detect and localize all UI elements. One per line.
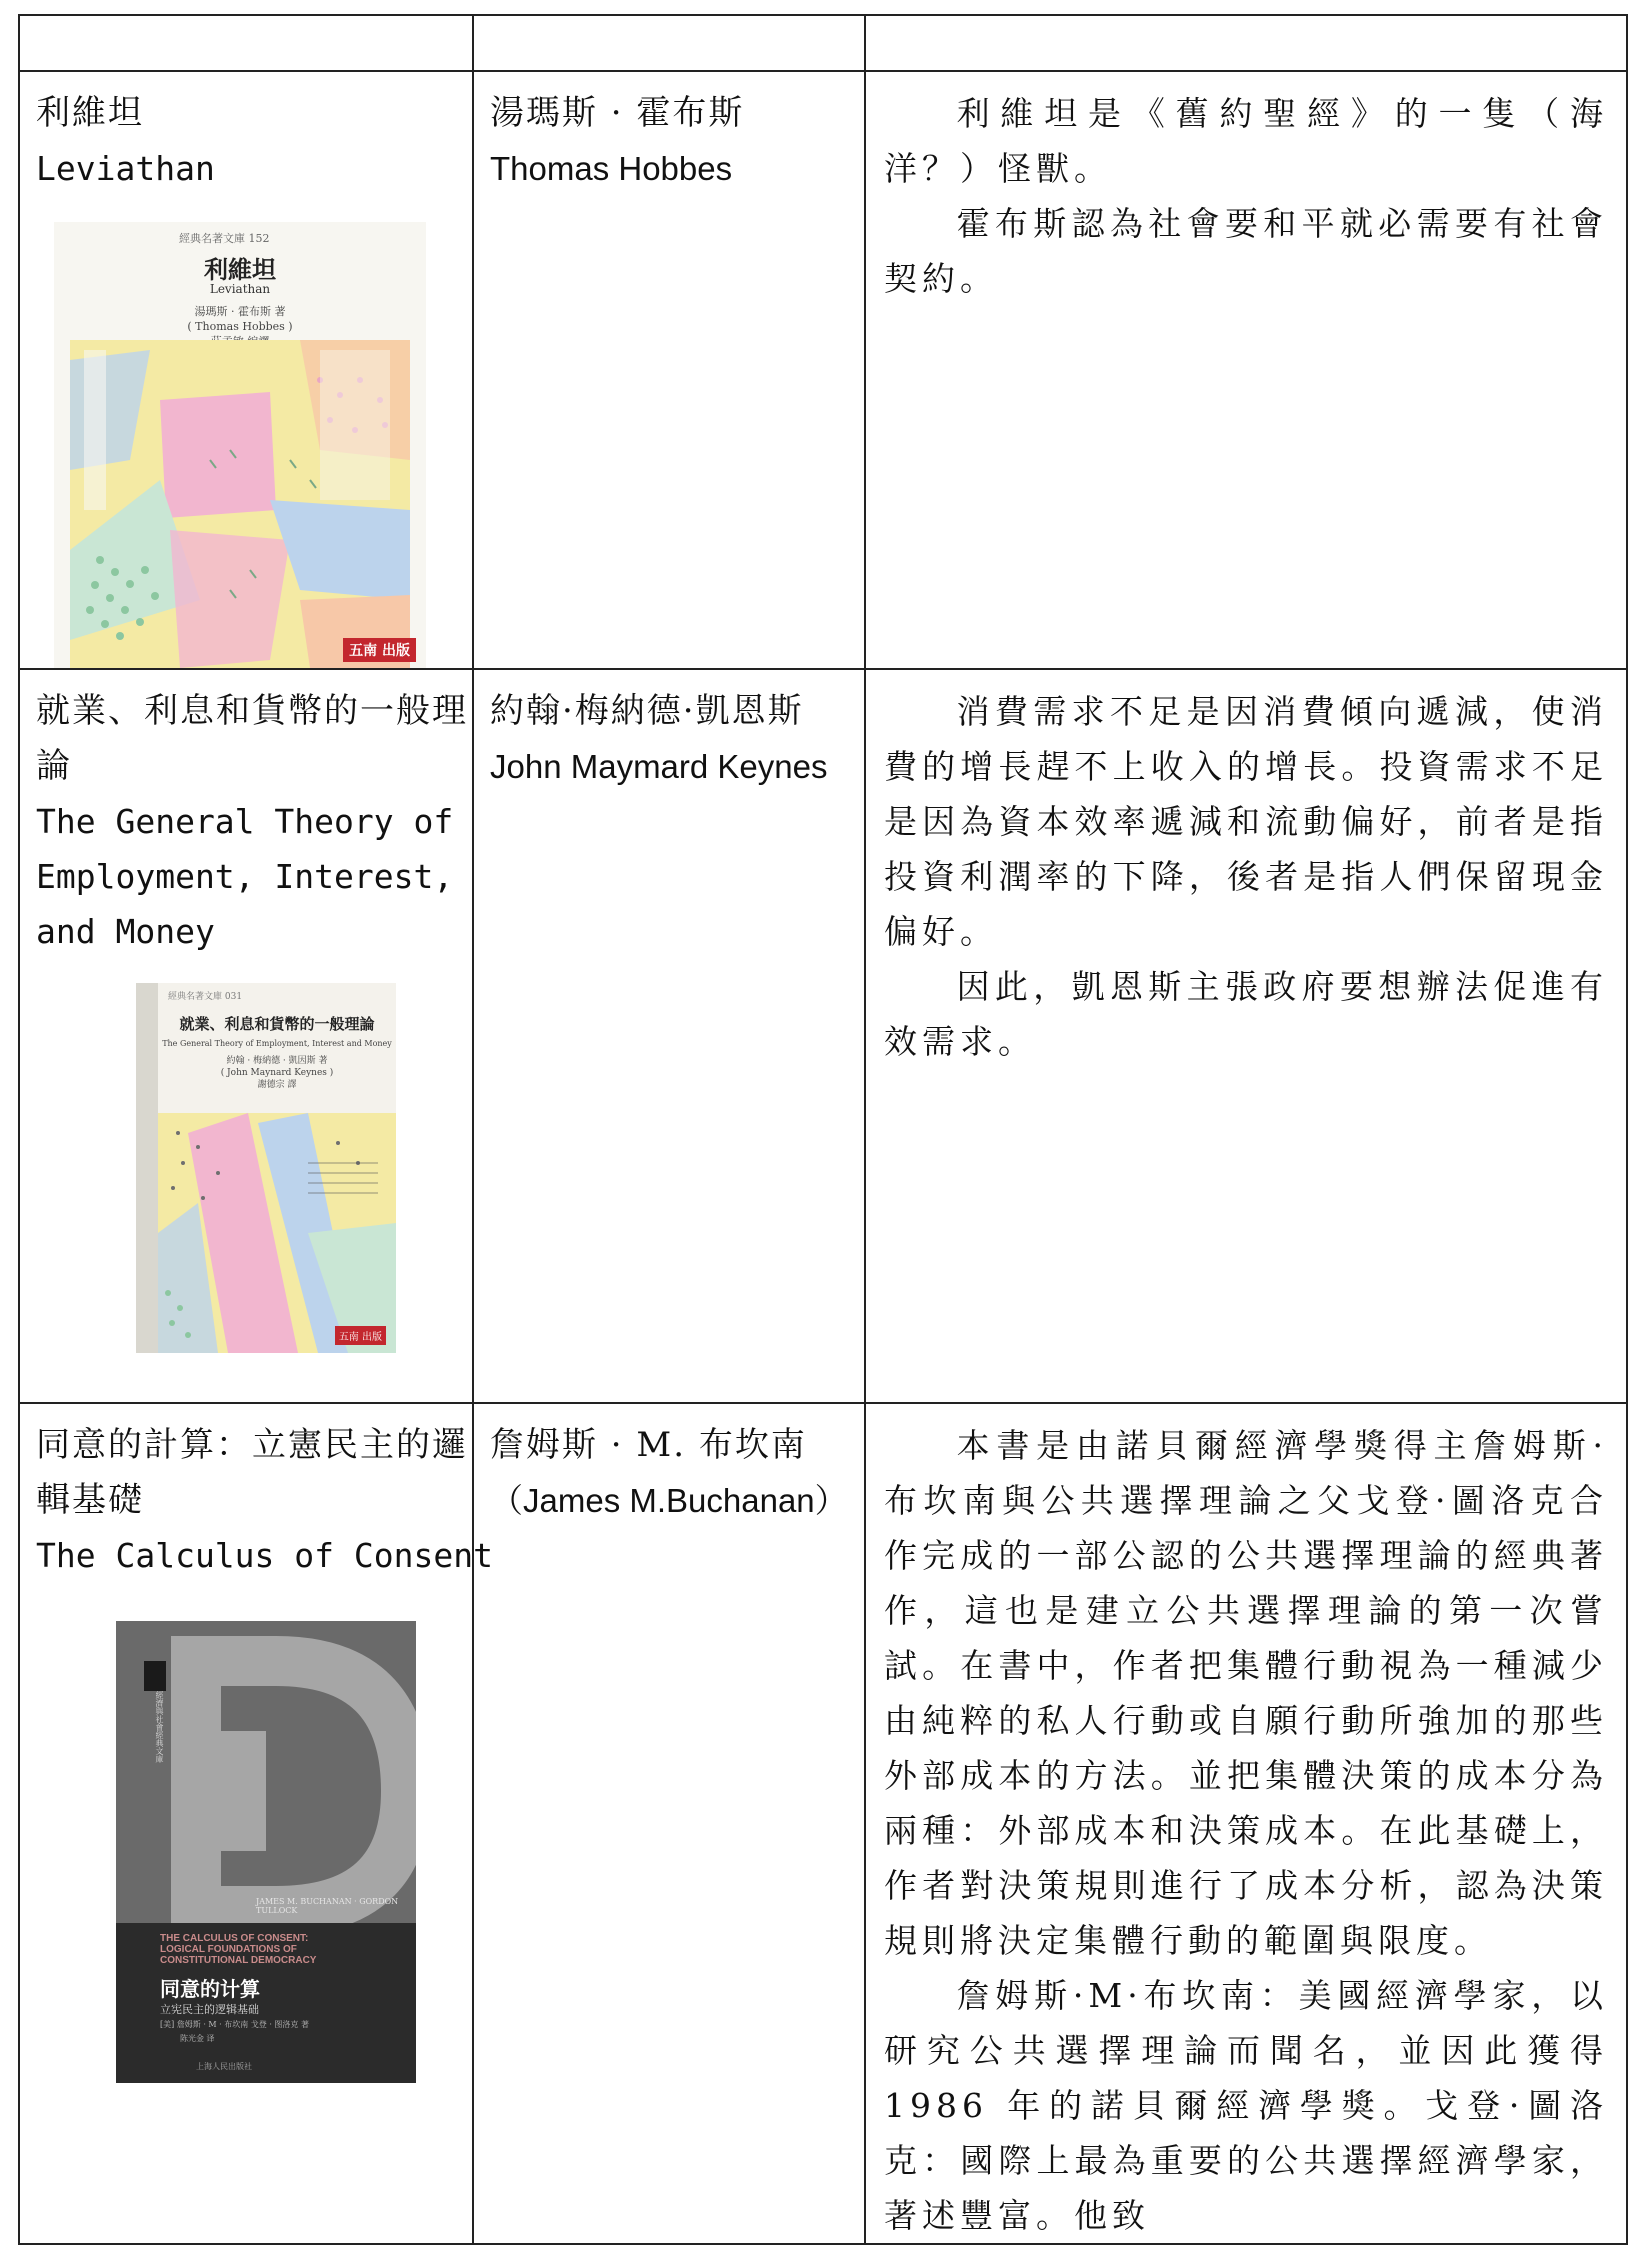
cover-artwork (158, 1113, 396, 1353)
cover-artwork (116, 1621, 416, 1923)
author-name-zh: 詹姆斯 · M. 布坎南 (490, 1425, 807, 1465)
cover-author-line: ( Thomas Hobbes ) (187, 320, 293, 333)
cover-title-zh: 同意的计算 (160, 1977, 260, 2001)
description-paragraph: 消費需求不足是因消費傾向遞減，使消費的增長趕不上收入的增長。投資需求不足是因為資本效率遞減和流動偏好，前者是指投資利潤率的下降，後者是指人們保留現金偏好。 (884, 692, 1608, 951)
book-cover-general-theory (136, 983, 396, 1353)
description-paragraph: 霍布斯認為社會要和平就必需要有社會契約。 (884, 204, 1608, 298)
book-title-en: and Money (36, 912, 215, 951)
cover-authors-zh: [美] 詹姆斯 · M · 布坎南 戈登 · 图洛克 著 (160, 2020, 309, 2029)
book-title-cell (19, 1403, 493, 2244)
book-title-en: The General Theory of (36, 802, 454, 841)
header-cell-3 (865, 15, 1627, 71)
description-paragraph: 詹姆斯·M·布坎南：美國經濟學家，以研究公共選擇理論而聞名，並因此獲得 1986 年的諾貝爾經濟學獎。戈登·圖洛克：國際上最為重要的公共選擇經濟學家，著述豐富。他致 (884, 1976, 1608, 2235)
description-paragraph: 本書是由諾貝爾經濟學獎得主詹姆斯·布坎南與公共選擇理論之父戈登·圖洛克合作完成的一部公認的公共選擇理論的經典著作，這也是建立公共選擇理論的第一次嘗試。在書中，作者把集體行動視為一種減少由純粹的私人行動或自願行動所強加的那些外部成本的方法。並把集體決策的成本分為兩種：外部成本和決策成本。在此基礎上，作者對決策規則進行了成本分析，認為決策規則將決定集體行動的範圍與限度。 (884, 1426, 1608, 1960)
description-cell (865, 669, 1627, 1403)
cover-title-en-line: LOGICAL FOUNDATIONS OF (160, 1944, 297, 1955)
book-title-en: The Calculus of Consent (36, 1536, 493, 1575)
description-paragraph: 因此，凱恩斯主張政府要想辦法促進有效需求。 (884, 967, 1608, 1061)
book-title-zh: 利維坦 (36, 93, 144, 133)
author-name-zh: 湯瑪斯 · 霍布斯 (490, 93, 745, 133)
author-cell (473, 669, 865, 1403)
cover-artwork (70, 340, 410, 668)
book-title-zh: 同意的計算：立憲民主的邏 (36, 1425, 468, 1465)
book-title-zh: 就業、利息和貨幣的一般理 (36, 691, 468, 731)
cover-author-line: 湯瑪斯 · 霍布斯 著 (194, 305, 286, 318)
cover-publisher: 上海人民出版社 (196, 2062, 252, 2071)
author-cell (473, 71, 865, 669)
table-row (19, 669, 1627, 1403)
book-title-zh: 輯基礎 (36, 1480, 144, 1520)
book-title-cell (19, 669, 473, 1403)
cover-series: 經典名著文庫 152 (179, 232, 270, 245)
book-title-en: Employment, Interest, (36, 857, 454, 896)
book-title-zh: 論 (36, 746, 72, 786)
author-name-en: John Maymard Keynes (490, 748, 828, 785)
table-row (19, 71, 1627, 669)
cover-subtitle-zh: 立宪民主的逻辑基础 (160, 2003, 259, 2016)
author-name-en: （James M.Buchanan） (490, 1482, 848, 1519)
cover-front (158, 983, 396, 1353)
author-cell (473, 1403, 865, 2244)
cover-author-line: 謝德宗 譯 (257, 1080, 297, 1090)
book-cover-calculus-of-consent (116, 1621, 416, 2083)
cover-spine (136, 983, 158, 1353)
header-row (19, 15, 1627, 71)
author-name-en: Thomas Hobbes (490, 150, 733, 187)
description-cell (865, 1403, 1627, 2244)
cover-author-line: 約翰 · 梅納德 · 凱因斯 著 (226, 1056, 328, 1066)
header-cell-2 (473, 15, 865, 71)
cover-authors-en: JAMES M. BUCHANAN · GORDON TULLOCK (256, 1897, 399, 1915)
cover-subtitle: The General Theory of Employment, Interest and Money (162, 1039, 392, 1048)
cover-series: 經典名著文庫 031 (168, 992, 243, 1002)
cover-publisher: 五南 出版 (335, 1326, 386, 1345)
cover-translator: 陈光金 译 (180, 2034, 215, 2043)
cover-title: 就業、利息和貨幣的一般理論 (179, 1015, 375, 1033)
book-title-cell (19, 71, 473, 669)
header-cell-1 (19, 15, 473, 71)
cover-author-line: ( John Maynard Keynes ) (220, 1068, 334, 1078)
cover-title-en-line: THE CALCULUS OF CONSENT: (160, 1933, 309, 1944)
description-cell (865, 71, 1627, 669)
author-name-zh: 約翰·梅納德·凱恩斯 (490, 691, 804, 731)
book-cover-leviathan (54, 222, 426, 668)
cover-title: 利維坦 (204, 255, 276, 284)
cover-subtitle: Leviathan (209, 282, 271, 296)
cover-publisher: 五南 出版 (343, 638, 416, 662)
cover-series: 經濟與社會經典文庫 (155, 1691, 164, 1763)
description-paragraph: 利維坦是《舊約聖經》的一隻（海洋？）怪獸。 (884, 94, 1608, 188)
cover-authors (158, 1055, 396, 1091)
cover-title-en-line: CONSTITUTIONAL DEMOCRACY (160, 1955, 317, 1966)
book-table (18, 14, 1628, 2245)
book-title-en: Leviathan (36, 149, 215, 188)
cover-title-en (160, 1933, 316, 1966)
table-row (19, 1403, 1627, 2244)
